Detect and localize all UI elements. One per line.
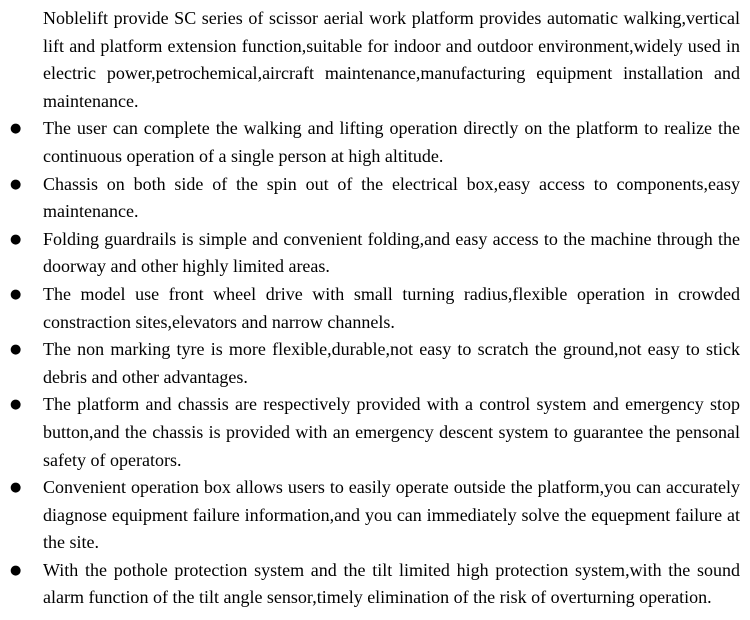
list-item-text: With the pothole protection system and the tilt limited high protection system,with the sound alarm function of the tilt angle sensor,timely elimination of the risk of overturning operation. [43, 559, 740, 608]
list-item [10, 226, 740, 281]
bullet-icon: ● [10, 231, 22, 247]
intro-paragraph: Noblelift provide SC series of scissor aerial work platform provides automatic walking,vertical lift and platform extension function,suitable for indoor and outdoor environment,widely used in electric power,petrochemical,aircraft maintenance,manufacturing equipment installation and maintenance. [43, 8, 740, 111]
list-item-text: The model use front wheel drive with small turning radius,flexible operation in crowded constraction sites,elevators and narrow channels. [43, 283, 740, 332]
list-item [10, 474, 740, 557]
bullet-icon: ● [10, 342, 22, 358]
bullet-icon: ● [10, 480, 22, 496]
list-item-text: The platform and chassis are respectively provided with a control system and emergency stop button,and the chassis is provided with an emergency descent system to guarantee the pensonal safety of operators. [43, 394, 740, 470]
feature-list [10, 115, 740, 612]
bullet-icon: ● [10, 562, 22, 578]
bullet-icon: ● [10, 121, 22, 137]
list-item-text: Folding guardrails is simple and convenient folding,and easy access to the machine through the doorway and other highly limited areas. [43, 228, 740, 277]
list-item [10, 115, 740, 170]
list-item [10, 391, 740, 474]
bullet-icon: ● [10, 176, 22, 192]
list-item-text: Convenient operation box allows users to easily operate outside the platform,you can accurately diagnose equipment failure information,and you can immediately solve the equepment failure at the site. [43, 477, 740, 553]
list-item [10, 557, 740, 612]
list-item-text: Chassis on both side of the spin out of the electrical box,easy access to components,easy maintenance. [43, 173, 740, 222]
list-item-text: The user can complete the walking and lifting operation directly on the platform to realize the continuous operation of a single person at high altitude. [43, 118, 740, 166]
list-item [10, 336, 740, 391]
bullet-icon: ● [10, 286, 22, 302]
list-item-text: The non marking tyre is more flexible,durable,not easy to scratch the ground,not easy to stick debris and other advantages. [43, 339, 740, 387]
list-item [10, 281, 740, 336]
bullet-icon: ● [10, 397, 22, 413]
list-item [10, 171, 740, 226]
